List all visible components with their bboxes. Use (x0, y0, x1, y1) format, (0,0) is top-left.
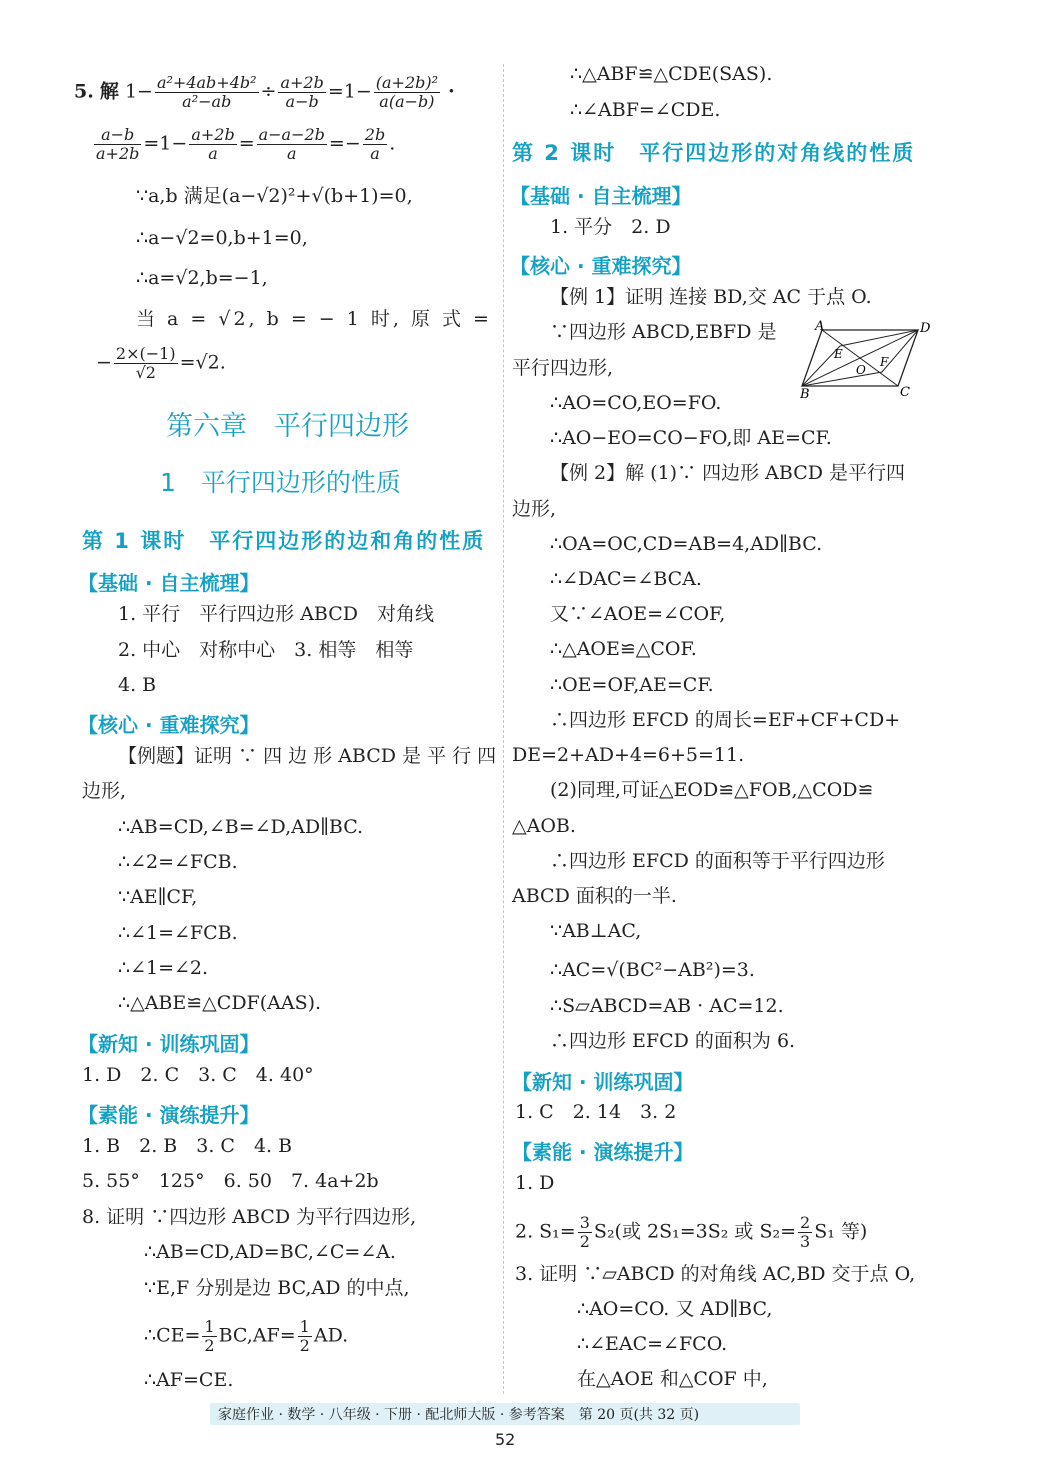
example-2-line-3: ∴OA=OC,CD=AB=4,AD∥BC. (550, 533, 823, 555)
fraction: $\frac{a+2b}{a-b}$ (280, 73, 324, 111)
problem-5-line-5: ∴a=√2,b=−1, (136, 267, 268, 289)
fraction: $\frac{2}{3}$ (800, 1213, 811, 1251)
label-b: B (800, 387, 810, 400)
fraction: $\frac{3}{2}$ (579, 1213, 590, 1251)
section-core-2: 【核心 · 重难探究】 (510, 254, 692, 278)
problem-5-line-6: 当 a = √2, b = − 1 时, 原 式 = (136, 308, 492, 330)
problem-5-line-7 (96, 345, 226, 382)
right-line-1: ∴△ABF≌△CDE(SAS). (570, 63, 773, 85)
basic-line-3: 4. B (118, 674, 157, 696)
label-e: E (834, 347, 843, 361)
example-1-line-4: ∴AO=CO,EO=FO. (550, 392, 722, 414)
example-1-line-1: 【例 1】证明 连接 BD,交 AC 于点 O. (550, 286, 872, 308)
new-answers: 1. D 2. C 3. C 4. 40° (82, 1064, 314, 1086)
skill-line-4: ∴AB=CD,AD=BC,∠C=∠A. (144, 1241, 396, 1263)
example-2-line-14: ∵AB⊥AC, (550, 920, 642, 942)
example-2-line-2: 边形, (512, 498, 557, 520)
section-basic: 【基础 · 自主梳理】 (78, 571, 260, 595)
example-line-5: ∵AE∥CF, (118, 886, 198, 908)
page-number: 52 (495, 1430, 516, 1449)
skill-line-6 (144, 1318, 348, 1355)
footer-text: 家庭作业 · 数学 · 八年级 · 下册 · 配北师大版 · 参考答案 第 20 页(共 32 页) (218, 1407, 700, 1423)
fraction: $\frac{a-a-2b}{a}$ (258, 125, 325, 163)
label-d: D (920, 321, 930, 336)
label-a: A (815, 319, 825, 334)
section-new: 【新知 · 训练巩固】 (78, 1032, 260, 1056)
example-2-line-13: ABCD 面积的一半. (512, 885, 677, 907)
section-skill: 【素能 · 演练提升】 (78, 1103, 260, 1127)
example-line-2: 边形, (82, 780, 127, 802)
section-core: 【核心 · 重难探究】 (78, 713, 260, 737)
chapter-title: 第六章 平行四边形 (166, 411, 409, 442)
operator: =1− (327, 80, 372, 103)
lesson-1-title: 第 1 课时 平行四边形的边和角的性质 (82, 529, 486, 553)
operator: − (96, 351, 112, 374)
basic-2-answers: 1. 平分 2. D (550, 216, 671, 238)
skill-line-7: ∴AF=CE. (144, 1369, 234, 1391)
example-line-1: 【例题】证明 ∵ 四 边 形 ABCD 是 平 行 四 (118, 745, 497, 767)
problem-5-line-1 (74, 74, 455, 111)
problem-5-line-2 (92, 126, 395, 163)
fraction: $\frac{2\times(-1)}{√2}$ (115, 344, 176, 382)
example-2-line-8: ∴四边形 EFCD 的周长=EF+CF+CD+ (550, 709, 901, 731)
section-skill-2: 【素能 · 演练提升】 (512, 1140, 694, 1164)
operator: =− (328, 132, 361, 155)
right-line-2: ∴∠ABF=∠CDE. (570, 99, 721, 121)
section-title: 1 平行四边形的性质 (160, 468, 401, 497)
skill-2-line-3: 3. 证明 ∵▱ABCD 的对角线 AC,BD 交于点 O, (515, 1263, 916, 1285)
text: BC,AF= (218, 1324, 296, 1347)
example-2-line-6: ∴△AOE≌△COF. (550, 638, 697, 660)
text: S₂(或 2S₁=3S₂ 或 S₂= (593, 1220, 797, 1243)
text: 2. S₁= (515, 1220, 576, 1243)
text: S₁ 等) (814, 1220, 868, 1243)
example-line-7: ∴∠1=∠2. (118, 957, 209, 979)
example-2-line-17: ∴四边形 EFCD 的面积为 6. (550, 1030, 796, 1052)
operator: =1− (143, 132, 188, 155)
example-2-line-15: ∴AC=√(BC²−AB²)=3. (550, 959, 755, 981)
operator: . (389, 132, 396, 155)
fraction: $\frac{1}{2}$ (299, 1317, 310, 1355)
example-2-line-12: ∴四边形 EFCD 的面积等于平行四边形 (550, 850, 885, 872)
fraction: $\frac{\text{(a+2b)²}}{a(a-b)}$ (375, 73, 439, 111)
problem-5-line-3: ∵a,b 满足(a−√2)²+√(b+1)=0, (136, 185, 413, 207)
text: ∴CE= (144, 1324, 201, 1347)
operator: ÷ (260, 80, 277, 103)
section-new-2: 【新知 · 训练巩固】 (512, 1070, 694, 1094)
example-1-line-5: ∴AO−EO=CO−FO,即 AE=CF. (550, 427, 832, 449)
fraction: $\frac{\text{a²+4ab+4b²}}{\text{a²−ab}}$ (156, 73, 257, 111)
example-2-line-9: DE=2+AD+4=6+5=11. (512, 744, 745, 766)
skill-2-line-2 (515, 1214, 867, 1251)
parallelogram-figure (800, 318, 930, 400)
skill-line-1: 1. B 2. B 3. C 4. B (82, 1135, 293, 1157)
fraction: $\frac{1}{2}$ (204, 1317, 215, 1355)
new-2-answers: 1. C 2. 14 3. 2 (515, 1101, 677, 1123)
skill-line-2: 5. 55° 125° 6. 50 7. 4a+2b (82, 1170, 379, 1192)
example-line-6: ∴∠1=∠FCB. (118, 922, 238, 944)
label-o: O (856, 363, 866, 377)
example-2-line-7: ∴OE=OF,AE=CF. (550, 674, 714, 696)
operator: · (448, 80, 455, 103)
basic-line-1: 1. 平行 平行四边形 ABCD 对角线 (118, 603, 435, 625)
example-2-line-1: 【例 2】解 (1)∵ 四边形 ABCD 是平行四 (550, 462, 906, 484)
example-line-3: ∴AB=CD,∠B=∠D,AD∥BC. (118, 816, 364, 838)
example-2-line-4: ∴∠DAC=∠BCA. (550, 568, 702, 590)
skill-2-line-5: ∴∠EAC=∠FCO. (577, 1333, 728, 1355)
example-2-line-10: (2)同理,可证△EOD≌△FOB,△COD≌ (550, 779, 874, 801)
text: AD. (313, 1324, 349, 1347)
solve-label: 解 (99, 80, 119, 103)
label-f: F (880, 355, 889, 369)
problem-5-line-4: ∴a−√2=0,b+1=0, (136, 227, 308, 249)
column-divider (503, 64, 504, 1394)
lesson-2-title: 第 2 课时 平行四边形的对角线的性质 (512, 141, 916, 165)
basic-line-2: 2. 中心 对称中心 3. 相等 相等 (118, 639, 414, 661)
skill-line-5: ∵E,F 分别是边 BC,AD 的中点, (144, 1277, 410, 1299)
section-basic-2: 【基础 · 自主梳理】 (510, 184, 692, 208)
example-2-line-11: △AOB. (512, 815, 576, 837)
fraction: $\frac{a+2b}{a}$ (191, 125, 235, 163)
example-2-line-5: 又∵∠AOE=∠COF, (550, 603, 726, 625)
example-2-line-16: ∴S▱ABCD=AB · AC=12. (550, 995, 784, 1017)
example-1-line-3: 平行四边形, (512, 357, 614, 379)
fraction: $\frac{2b}{a}$ (364, 125, 386, 163)
label-c: C (900, 385, 910, 400)
operator: = (238, 132, 255, 155)
text: =√2. (179, 351, 226, 374)
problem-number: 5. (74, 80, 94, 103)
example-line-4: ∴∠2=∠FCB. (118, 851, 238, 873)
skill-2-line-1: 1. D (515, 1172, 555, 1194)
text: 1− (124, 80, 153, 103)
skill-2-line-4: ∴AO=CO. 又 AD∥BC, (577, 1298, 773, 1320)
fraction: $\frac{a-b}{a+2b}$ (96, 125, 140, 163)
example-1-line-2: ∵四边形 ABCD,EBFD 是 (550, 321, 777, 343)
skill-line-3: 8. 证明 ∵四边形 ABCD 为平行四边形, (82, 1206, 417, 1228)
skill-2-line-6: 在△AOE 和△COF 中, (577, 1368, 768, 1390)
example-line-8: ∴△ABE≌△CDF(AAS). (118, 992, 322, 1014)
